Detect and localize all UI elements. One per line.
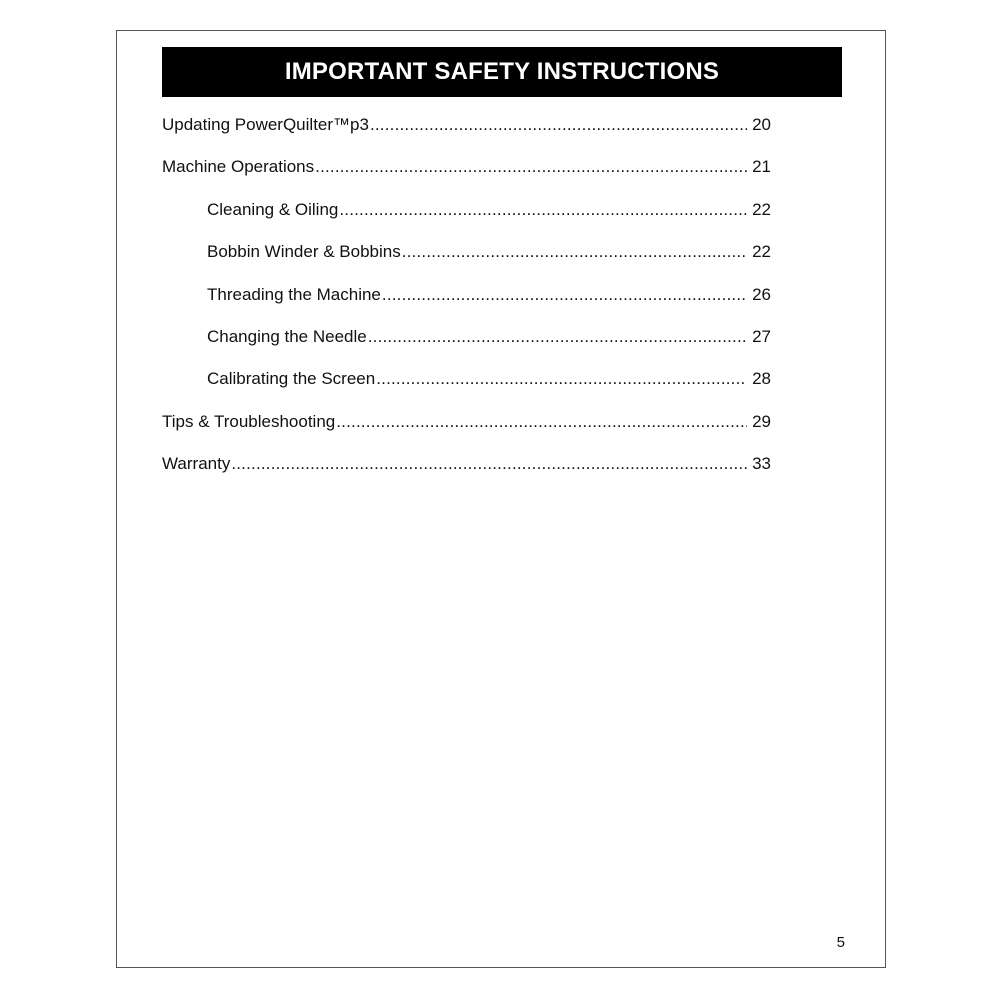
toc-entry-title: Threading the Machine [207, 284, 381, 304]
page-title-banner [162, 47, 842, 97]
toc-subentry[interactable] [162, 200, 771, 242]
toc-subentry[interactable] [162, 369, 771, 411]
toc-entry-title: Warranty [162, 454, 231, 474]
toc-entry-page: 33 [752, 454, 771, 474]
document-page [116, 30, 886, 968]
toc-entry-title: Bobbin Winder & Bobbins [207, 242, 401, 262]
toc-leader-dots [402, 242, 747, 262]
toc-leader-dots [231, 454, 747, 474]
toc-entry-title: Cleaning & Oiling [207, 199, 339, 219]
toc-leader-dots [315, 157, 747, 177]
toc-entry-page: 27 [752, 326, 771, 346]
page-number: 5 [836, 934, 845, 951]
toc-leader-dots [336, 412, 747, 432]
toc-leader-dots [368, 327, 747, 347]
toc-subentry[interactable] [162, 242, 771, 284]
toc-leader-dots [376, 369, 747, 389]
toc-entry-title: Calibrating the Screen [207, 369, 376, 389]
page-title: IMPORTANT SAFETY INSTRUCTIONS [284, 58, 720, 85]
toc-leader-dots [370, 115, 747, 135]
toc-entry-title: Machine Operations [162, 157, 315, 177]
toc-entry[interactable] [162, 412, 771, 454]
toc-subentry[interactable] [162, 285, 771, 327]
toc-entry[interactable] [162, 157, 771, 199]
toc-entry-title: Tips & Troubleshooting [162, 411, 336, 431]
toc-entry-page: 26 [752, 284, 771, 304]
toc-leader-dots [382, 285, 747, 305]
toc-entry-page: 28 [752, 369, 771, 389]
table-of-contents [162, 115, 771, 497]
toc-subentry[interactable] [162, 327, 771, 369]
toc-entry-page: 20 [752, 115, 771, 134]
toc-entry-page: 22 [752, 242, 771, 262]
toc-leader-dots [339, 200, 747, 220]
toc-entry-page: 29 [752, 411, 771, 431]
toc-entry[interactable] [162, 115, 771, 157]
toc-entry[interactable] [162, 454, 771, 496]
toc-entry-page: 21 [752, 157, 771, 177]
toc-entry-title: Changing the Needle [207, 326, 367, 346]
toc-entry-page: 22 [752, 199, 771, 219]
toc-entry-title: Updating PowerQuilter™p3 [162, 115, 369, 134]
